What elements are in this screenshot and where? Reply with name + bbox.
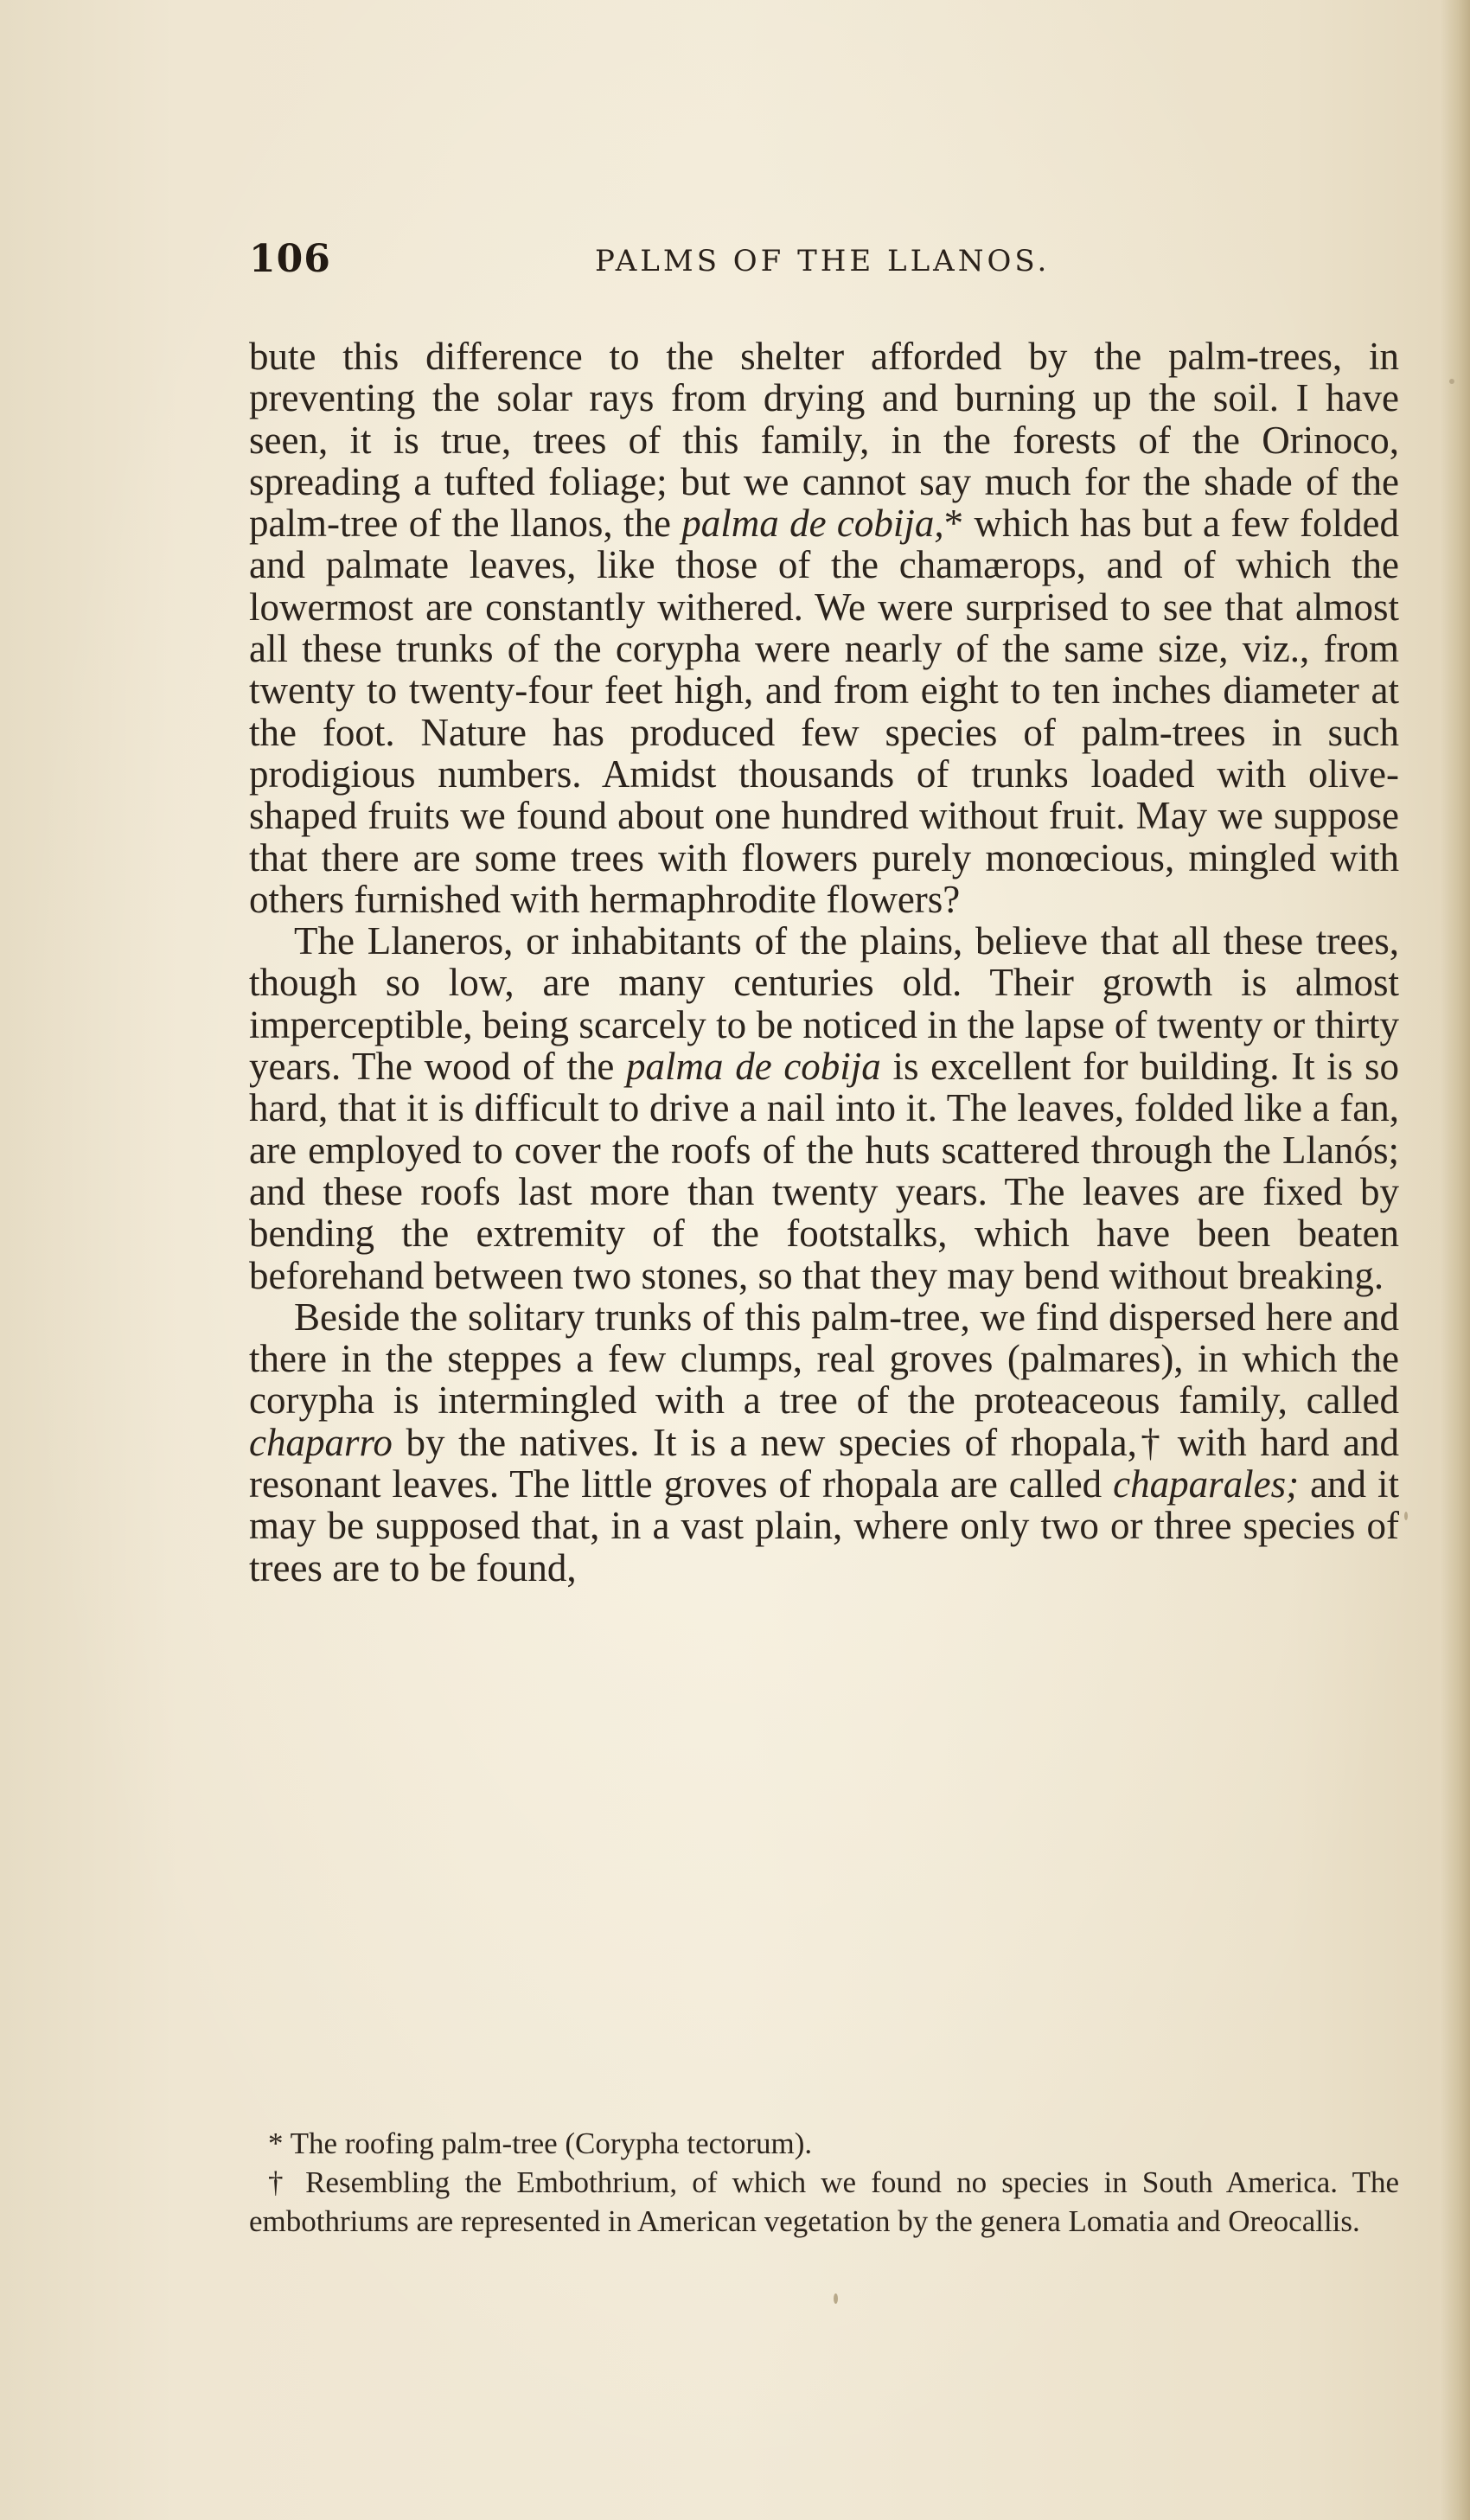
paragraph-1: [249, 336, 1399, 920]
text-run: bute this difference to the shelter afforded by the palm-trees, in preventing the solar rays from drying and burning up the soil. I have seen, it is true, trees of this family, in the forests of the Orinoco, spreading a tufted foliage; but we cannot say much for the shade of the palm-tree of the llanos, the: [249, 335, 1399, 546]
italic-run: palma de cobija,: [681, 502, 944, 546]
text-run: The Llaneros, or inhabitants of the plains, believe that all these trees, though so low, are many centuries old. Their growth is almost imperceptible, being scarcely to be noticed in the lapse of twenty or thirty years. The wood of the: [249, 919, 1399, 1089]
paper-speck: [834, 2293, 838, 2304]
body-text: [249, 336, 1399, 1589]
italic-run: chaparro: [249, 1420, 393, 1464]
paper-speck: [1449, 379, 1454, 384]
paper-speck: [1404, 1512, 1408, 1520]
running-head: PALMS OF THE LLANOS.: [595, 244, 1051, 278]
text-run: by the natives. It is a new species of rhopala,† with hard and resonant leaves. The little groves of rhopala are called: [249, 1420, 1399, 1506]
footnote-2: † Resembling the Embothrium, of which we found no species in South America. The embothriums are represented in American vegetation by the genera Lomatia and Oreocallis.: [249, 2165, 1399, 2238]
text-run: Beside the solitary trunks of this palm-tree, we find dispersed here and there in the steppes a few clumps, real groves (palmares), in which the corypha is intermingled with a tree of the proteaceous family, called: [249, 1295, 1399, 1423]
footnote-1: * The roofing palm-tree (Corypha tectorum).: [268, 2127, 813, 2160]
text-run: * which has but a few folded and palmate leaves, like those of the chamærops, and of which the lowermost are constantly withered. We were surprised to see that almost all these trunks of the corypha were nearly of the same size, viz., from twenty to twenty-four feet high, and from eight to ten inches diameter at the foot. Nature has produced few species of palm-trees in such prodigious numbers. Amidst thousands of trunks loaded with olive-shaped fruits we found about one hundred without fruit. May we suppose that there are some trees with flowers purely monœcious, mingled with others furnished with hermaphrodite flowers?: [249, 502, 1400, 921]
page-number: 106: [249, 237, 331, 281]
spine-shadow: [1441, 0, 1470, 2520]
paragraph-3: [249, 1296, 1399, 1589]
paragraph-2: [249, 920, 1399, 1296]
page-header: [249, 237, 1399, 289]
italic-run: palma de cobija: [626, 1045, 881, 1089]
text-run: and it may be supposed that, in a vast plain, where only two or three species of trees are to be found,: [249, 1462, 1400, 1589]
footnotes: [249, 2124, 1399, 2241]
italic-run: chaparales;: [1113, 1462, 1300, 1506]
text-run: is excellent for building. It is so hard, that it is difficult to drive a nail into it. The leaves, folded like a fan, are employed to cover the roofs of the huts scattered through the Llanós; and these roofs last more than twenty years. The leaves are fixed by bending the extremity of the footstalks, which have been beaten beforehand between two stones, so that they may bend without breaking.: [249, 1045, 1399, 1297]
